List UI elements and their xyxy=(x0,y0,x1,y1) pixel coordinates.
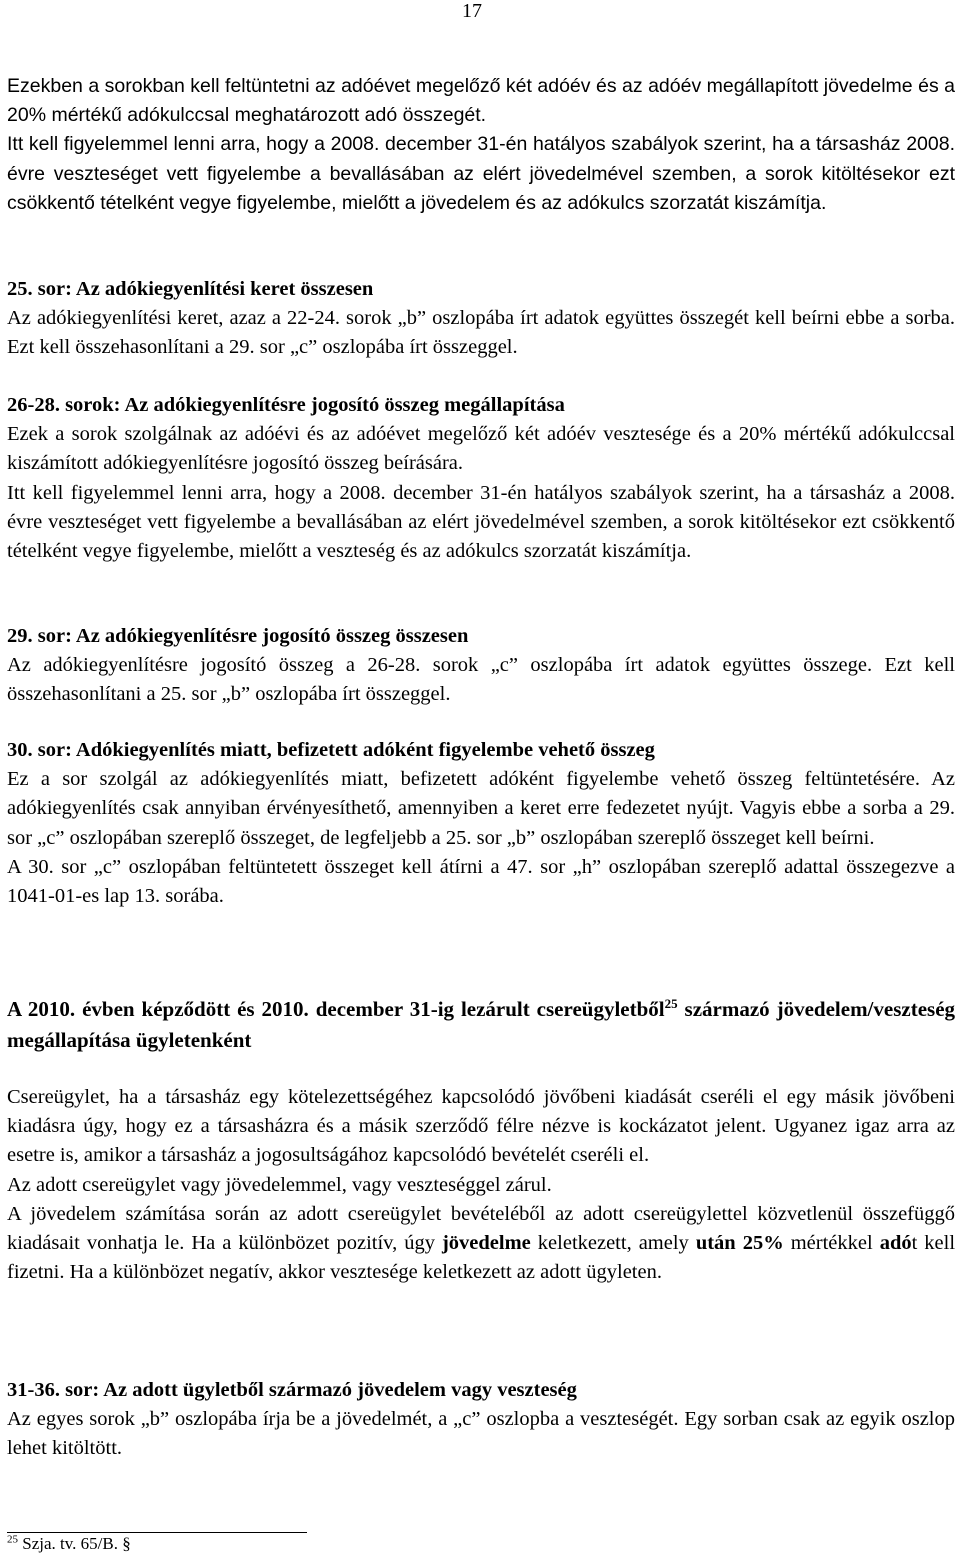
rows-26-28-paragraph-2: Itt kell figyelemmel lenni arra, hogy a 2008. december 31-én hatályos szabályok szerint, ha a társasház a 2008. évre veszteséget vett figyelembe a bevallásában az elért jövedelmével szemben, a sorok kitöltésekor ezt csökkentő tételként vegye figyelembe, mielőtt a veszteség és az adókulcs szorzatát kiszámítja. xyxy=(7,481,955,563)
footnote-number: 25 xyxy=(7,1533,18,1546)
row-30-block xyxy=(7,736,955,911)
row-30-heading: 30. sor: Adókiegyenlítés miatt, befizetett adóként figyelembe vehető összeg xyxy=(7,739,655,761)
section-title-block xyxy=(7,994,955,1056)
page-number: 17 xyxy=(462,0,482,22)
intro-paragraph: Ezekben a sorokban kell feltüntetni az adóévet megelőző két adóév és az adóév megállapított jövedelme és a 20% mértékű adókulccsal meghatározott adó összegét. xyxy=(7,75,955,127)
row-25-text: Az adókiegyenlítési keret, azaz a 22-24. sorok „b” oszlopába írt adatok együttes összegét kell beírni ebbe a sorba. Ezt kell összehasonlítani a 29. sor „c” oszlopába írt összeggel. xyxy=(7,307,955,359)
row-29-heading: 29. sor: Az adókiegyenlítésre jogosító összeg összesen xyxy=(7,625,469,647)
swap-text-c: keletkezett, amely xyxy=(537,1232,689,1255)
swap-bold-rate: után 25% xyxy=(695,1232,784,1255)
footnote xyxy=(7,1532,131,1556)
swap-block xyxy=(7,1083,955,1287)
row-29-text: Az adókiegyenlítésre jogosító összeg a 26-28. sorok „c” oszlopába írt adatok együttes összege. Ezt kell összehasonlítani a 25. sor „b” oszlopába írt összeggel. xyxy=(7,654,955,706)
section-title xyxy=(7,994,955,1056)
swap-paragraph-2: Az adott csereügylet vagy jövedelemmel, vagy veszteséggel zárul. xyxy=(7,1173,552,1196)
rows-31-36-text: Az egyes sorok „b” oszlopába írja be a jövedelmét, a „c” oszlopba a veszteségét. Egy sorban csak az egyik oszlop lehet kitöltött. xyxy=(7,1408,955,1460)
swap-text-a: A jövedelem számítása során az adott csereügylet bevételéből az adott csereügylettel közvetlenül összefüggő kiadásait vonhatja le. Ha a különbözet pozitív, úgy xyxy=(7,1202,955,1255)
row-25-heading: 25. sor: Az adókiegyenlítési keret összesen xyxy=(7,278,374,300)
swap-bold-income: jövedelme xyxy=(441,1232,531,1255)
rows-26-28-block xyxy=(7,391,955,566)
row-30-paragraph-2: A 30. sor „c” oszlopában feltüntetett összeget kell átírni a 47. sor „h” oszlopában szereplő adattal összegezve a 1041-01-es lap 13. sorába. xyxy=(7,855,955,908)
row-25-block xyxy=(7,275,955,363)
intro-note-paragraph: Itt kell figyelemmel lenni arra, hogy a 2008. december 31-én hatályos szabályok szerint, ha a társasház 2008. évre veszteséget vett figyelembe a bevallásában az elért jövedelmével szemben, a sorok kitöltésekor ezt csökkentő tételként vegye figyelembe, mielőtt a jövedelem és az adókulcs szorzatát kiszámítja. xyxy=(7,133,955,214)
swap-text-e: t kell fizetni. Ha a különbözet negatív, akkor vesztesége keletkezett az adott ügyleten. xyxy=(7,1232,956,1284)
row-29-block xyxy=(7,622,955,710)
section-title-part-1: A 2010. évben képződött és 2010. december 31-ig lezárult csereügyletből xyxy=(7,997,665,1021)
swap-bold-tax: adó xyxy=(879,1232,912,1255)
section-title-part-2: származó jövedelem/veszteség megállapítása ügyletenként xyxy=(7,997,956,1052)
swap-text-d: mértékkel xyxy=(790,1232,873,1255)
swap-paragraph-3 xyxy=(7,1200,955,1288)
footnote-reference: 25 xyxy=(664,996,678,1011)
rows-31-36-block xyxy=(7,1376,955,1464)
row-30-paragraph-1: Ez a sor szolgál az adókiegyenlítés miatt, befizetett adóként figyelembe vehető összeg feltüntetésére. Az adókiegyenlítés csak annyiban érvényesíthető, amennyiben a keret erre fedezetet nyújt. Vagyis ebbe a sorba a 29. sor „c” oszlopában szereplő összeget, de legfeljebb a 25. sor „b” oszlopában szereplő összeget kell beírni. xyxy=(7,768,955,849)
rows-26-28-paragraph-1: Ezek a sorok szolgálnak az adóévi és az adóévet megelőző két adóév vesztesége és a 20% mértékű adókulccsal kiszámított adókiegyenlítésre jogosító összeg beírására. xyxy=(7,423,955,475)
intro-block xyxy=(7,72,955,218)
swap-paragraph-1: Csereügylet, ha a társasház egy kötelezettségéhez kapcsolódó jövőbeni kiadását cseréli el egy másik jövőbeni kiadásra úgy, hogy ez a társasházra és a másik szerződő félre nézve is kockázatot jelent. Ugyanez igaz arra az esetre is, amikor a társasház a jogosultságához kapcsolódó bevételét cseréli el. xyxy=(7,1086,955,1167)
rows-26-28-heading: 26-28. sorok: Az adókiegyenlítésre jogosító összeg megállapítása xyxy=(7,394,565,416)
footnote-text: Szja. tv. 65/B. § xyxy=(22,1534,131,1553)
rows-31-36-heading: 31-36. sor: Az adott ügyletből származó jövedelem vagy veszteség xyxy=(7,1379,577,1401)
